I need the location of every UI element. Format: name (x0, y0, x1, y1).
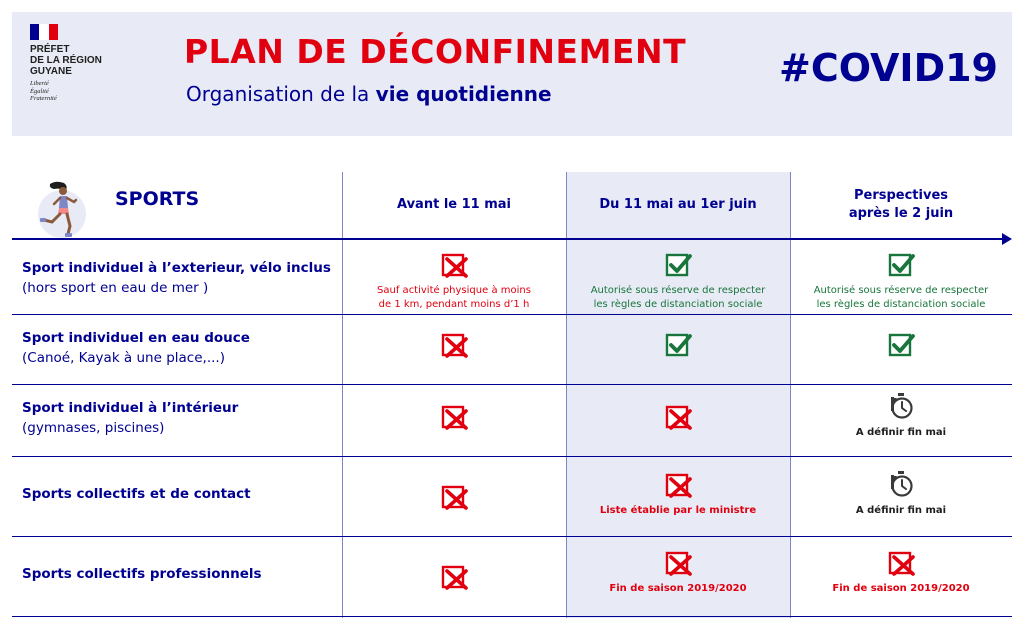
cell (790, 470, 1012, 518)
row-divider (12, 384, 1012, 385)
runner-icon (32, 180, 92, 240)
cell-note: Fin de saison 2019/2020 (832, 583, 970, 594)
cell (566, 548, 790, 596)
cell (566, 402, 790, 430)
row-title: Sports collectifs et de contact (22, 486, 251, 502)
row-title: Sport individuel à l’exterieur, vélo inclus (22, 260, 331, 276)
timeline-arrow (12, 238, 1004, 240)
row-label-indoor-individual (22, 398, 238, 438)
crossed-box-icon (887, 548, 915, 576)
row-label-team-contact (22, 484, 251, 504)
cell (790, 250, 1012, 312)
row-label-team-professional (22, 564, 262, 584)
prefecture-name (30, 44, 140, 77)
cell-note: Liste établie par le ministre (599, 505, 757, 516)
crossed-box-icon (664, 402, 692, 430)
checked-box-icon (664, 250, 692, 278)
header-banner (12, 12, 1012, 136)
stopwatch-icon (887, 470, 915, 498)
row-detail: (gymnases, piscines) (22, 420, 165, 436)
subtitle-prefix: Organisation de la (186, 82, 376, 106)
row-label-outdoor-individual (22, 258, 331, 298)
column-header-after-jun2 (790, 172, 1012, 238)
row-detail: (Canoé, Kayak à une place,...) (22, 350, 225, 366)
row-divider (12, 314, 1012, 315)
republic-motto (30, 80, 140, 103)
republique-francaise-logo (30, 24, 140, 103)
column-header-line: après le 2 juin (848, 206, 954, 221)
cell-note: Fin de saison 2019/2020 (609, 583, 747, 594)
hashtag: #COVID19 (779, 46, 998, 90)
cell (790, 392, 1012, 440)
subtitle-emphasis: vie quotidienne (375, 82, 552, 106)
motto-line: Liberté (30, 80, 49, 87)
crossed-box-icon (664, 470, 692, 498)
cell-note (377, 284, 531, 312)
crossed-box-icon (440, 402, 468, 430)
note-line: de 1 km, pendant moins d’1 h (378, 299, 530, 310)
row-divider (12, 456, 1012, 457)
cell (342, 330, 566, 358)
checked-box-icon (887, 250, 915, 278)
prefecture-line: GUYANE (30, 66, 72, 77)
row-divider (12, 616, 1012, 617)
motto-line: Fraternité (30, 95, 57, 102)
prefecture-line: DE LA RÉGION (30, 55, 102, 66)
cell (790, 330, 1012, 358)
note-line: les règles de distanciation sociale (593, 299, 763, 310)
stopwatch-icon (887, 392, 915, 420)
row-detail: (hors sport en eau de mer ) (22, 280, 209, 296)
cell (342, 250, 566, 312)
checked-box-icon (887, 330, 915, 358)
french-flag-icon (30, 24, 58, 40)
cell (342, 562, 566, 590)
note-line: les règles de distanciation sociale (816, 299, 986, 310)
note-line: Autorisé sous réserve de respecter (590, 285, 766, 296)
cell-note (591, 284, 766, 312)
cell (566, 470, 790, 518)
cell (342, 482, 566, 510)
cell-note (814, 284, 989, 312)
page-subtitle (186, 82, 552, 106)
column-header-may11-jun1: Du 11 mai au 1er juin (599, 197, 757, 212)
cell-note: A définir fin mai (855, 427, 947, 438)
column-header-line: Perspectives (853, 188, 949, 203)
section-title: SPORTS (115, 188, 200, 210)
row-title: Sport individuel en eau douce (22, 330, 250, 346)
cell (566, 330, 790, 358)
cell (566, 250, 790, 312)
crossed-box-icon (440, 562, 468, 590)
note-line: Sauf activité physique à moins (377, 285, 531, 296)
cell-note: A définir fin mai (855, 505, 947, 516)
crossed-box-icon (440, 330, 468, 358)
motto-line: Égalité (30, 87, 49, 95)
cell (342, 402, 566, 430)
row-divider (12, 536, 1012, 537)
column-header-before-may11: Avant le 11 mai (396, 197, 512, 212)
crossed-box-icon (440, 482, 468, 510)
cell (790, 548, 1012, 596)
checked-box-icon (664, 330, 692, 358)
row-title: Sport individuel à l’intérieur (22, 400, 239, 416)
row-title: Sports collectifs professionnels (22, 566, 262, 582)
note-line: Autorisé sous réserve de respecter (813, 285, 989, 296)
page-title: PLAN DE DÉCONFINEMENT (184, 32, 687, 71)
row-label-freshwater-individual (22, 328, 250, 368)
prefecture-line: PRÉFET (30, 44, 70, 55)
crossed-box-icon (440, 250, 468, 278)
sports-table (12, 172, 1012, 618)
crossed-box-icon (664, 548, 692, 576)
